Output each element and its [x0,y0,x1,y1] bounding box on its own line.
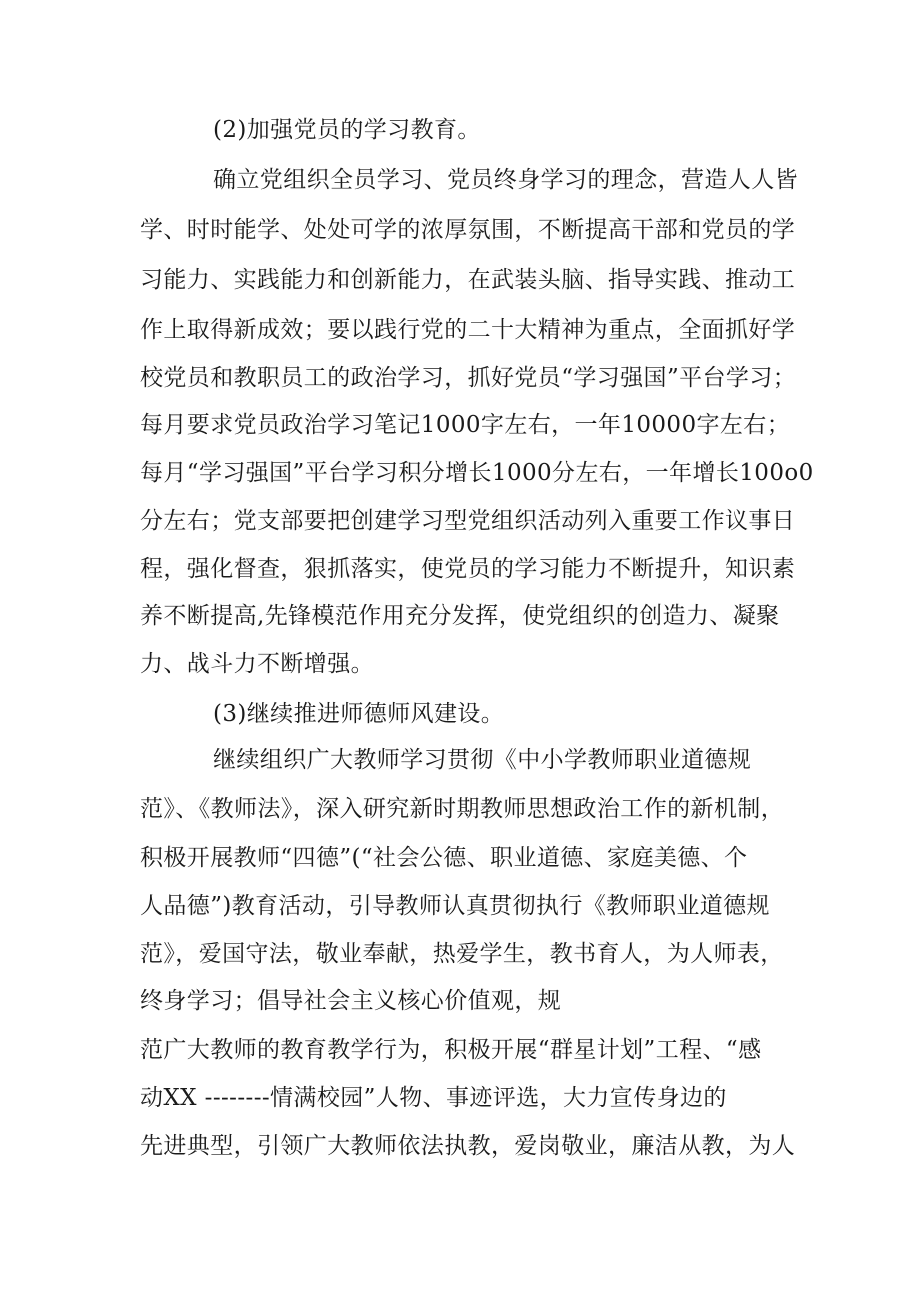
section-heading-2: (2)加强党员的学习教育。 [213,117,481,143]
paragraph-line: 终身学习；倡导社会主义核心价值观，规 [140,988,562,1014]
paragraph-line: 习能力、实践能力和创新能力，在武装头脑、指导实践、推动工 [140,267,796,293]
paragraph-line: 动XX --------情满校园”人物、事迹评选，大力宣传身边的 [140,1085,727,1111]
paragraph-line: 范》，爱国守法，敬业奉献，热爱学生，教书育人，为人师表， [140,941,784,967]
paragraph-line: 范广大教师的教育教学行为，积极开展“群星计划”工程、“感 [140,1037,762,1063]
paragraph-line: 力、战斗力不断增强。 [140,651,374,677]
paragraph-line: 养不断提高,先锋模范作用充分发挥，使党组织的创造力、凝聚 [140,603,780,629]
paragraph-line: 分左右；党支部要把创建学习型党组织活动列入重要工作议事日 [140,508,796,534]
paragraph-line: 学、时时能学、处处可学的浓厚氛围，不断提高干部和党员的学 [140,217,796,243]
paragraph-line: 确立党组织全员学习、党员终身学习的理念，营造人人皆 [213,167,798,193]
paragraph-line: 人品德”)教育活动，引导教师认真贯彻执行《教师职业道德规 [140,893,770,919]
paragraph-line: 先进典型，引领广大教师依法执教，爱岗敬业，廉洁从教，为人 [140,1133,796,1159]
section-heading-3: (3)继续推进师德师风建设。 [213,701,505,727]
paragraph-line: 继续组织广大教师学习贯彻《中小学教师职业道德规 [213,747,752,773]
paragraph-line: 程，强化督查，狠抓落实，使党员的学习能力不断提升，知识素 [140,556,796,582]
paragraph-line: 每月“学习强国”平台学习积分增长1000分左右，一年增长100o0 [140,460,814,486]
paragraph-line: 积极开展教师“四德”(“社会公德、职业道德、家庭美德、个 [140,845,748,871]
paragraph-line: 作上取得新成效；要以践行党的二十大精神为重点，全面抓好学 [140,317,796,343]
paragraph-line: 范》、《教师法》，深入研究新时期教师思想政治工作的新机制， [140,796,785,822]
paragraph-line: 每月要求党员政治学习笔记1000字左右，一年10000字左右； [140,412,791,438]
paragraph-line: 校党员和教职员工的政治学习，抓好党员“学习强国”平台学习； [140,365,797,391]
